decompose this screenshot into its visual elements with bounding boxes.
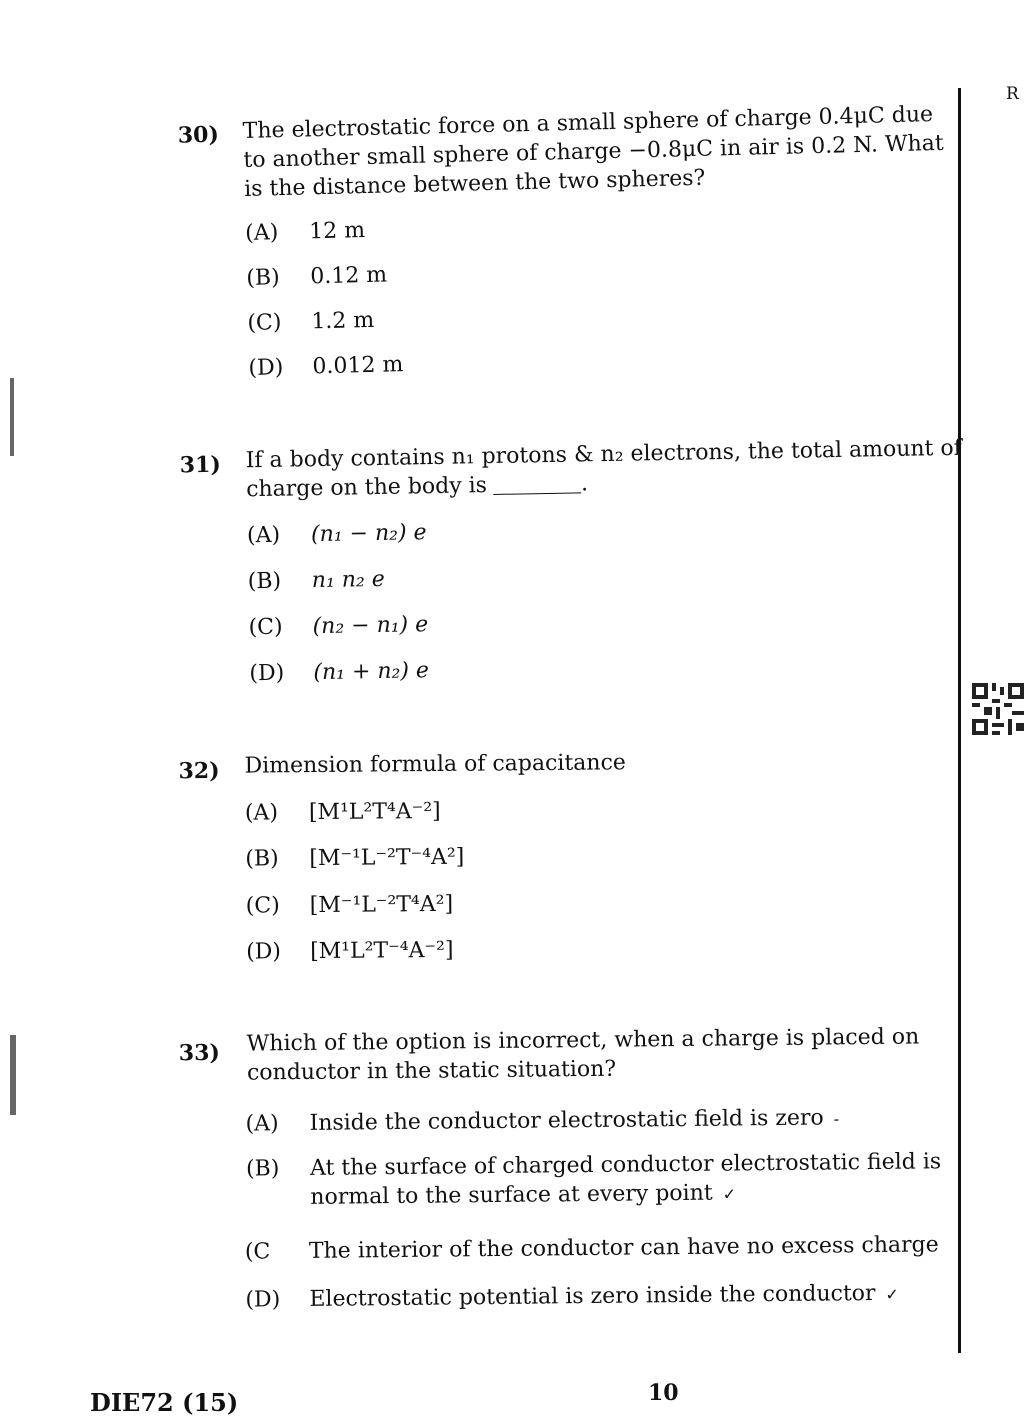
option-d: [245, 1279, 899, 1316]
option-label: (C): [245, 893, 280, 919]
option-a: [245, 1103, 839, 1139]
option-label: (B): [245, 1156, 280, 1182]
option-a: [245, 216, 366, 248]
annotation-mark: -: [833, 1109, 840, 1129]
option-d: [248, 350, 404, 383]
annotation-mark: ✓: [885, 1284, 899, 1304]
option-text: (n₂ − n₁) e: [312, 612, 429, 640]
option-text: [M⁻¹L⁻²T⁻⁴A²]: [309, 844, 465, 872]
option-label: (B): [247, 568, 282, 595]
option-d: [246, 936, 454, 967]
option-a: [247, 518, 427, 550]
stem-text: If a body contains n₁ protons & n₂ electrons, the total amount of charge on the body is: [245, 435, 963, 503]
option-text: At the surface of charged conductor electrostatic field is normal to the surface at every point: [309, 1149, 942, 1210]
option-text: 0.12 m: [310, 262, 388, 290]
annotation-mark: ✓: [722, 1184, 737, 1204]
option-text: (n₁ + n₂) e: [313, 658, 430, 686]
question-stem: [245, 434, 966, 505]
option-text: [M¹L²T⁻⁴A⁻²]: [310, 937, 454, 965]
question-stem: The electrostatic force on a small sphere of charge 0.4μC due to another small sphere of charge −0.8μC in air is 0.2 N. What is the distance between the two spheres?: [242, 102, 944, 202]
answer-blank: [493, 492, 581, 495]
option-d: [249, 656, 429, 688]
option-text: [M⁻¹L⁻²T⁴A²]: [309, 891, 454, 919]
stem-end: .: [580, 471, 589, 497]
option-label: (C: [244, 1239, 271, 1265]
option-c: [246, 890, 454, 921]
option-text: 1.2 m: [311, 307, 375, 335]
option-b: [248, 565, 385, 596]
option-text: The interior of the conductor can have no excess charge: [308, 1232, 939, 1264]
option-b: [246, 261, 388, 293]
question-number: 32): [178, 757, 220, 785]
option-label: (A): [244, 220, 279, 246]
option-label: (A): [244, 800, 279, 826]
option-c: [247, 306, 375, 338]
question-number: 30): [177, 121, 220, 149]
option-text: 12 m: [308, 218, 366, 245]
option-text: n₁ n₂ e: [311, 566, 385, 594]
question-stem: Dimension formula of capacitance: [244, 750, 626, 779]
qr-code-icon: [972, 683, 1024, 735]
option-text: (n₁ − n₂) e: [310, 520, 427, 548]
option-c: [245, 1230, 939, 1266]
option-label: (C): [247, 310, 282, 336]
option-text: Inside the conductor electrostatic field is zero: [309, 1105, 824, 1136]
option-label: (A): [245, 1111, 279, 1137]
scan-mark: [10, 378, 14, 456]
question-30: [0, 0, 1034, 381]
option-label: (D): [248, 355, 284, 381]
scan-mark: [10, 1035, 16, 1115]
page-number: 10: [648, 1380, 679, 1406]
paper-code: DIE72 (15): [90, 1388, 239, 1417]
option-label: (C): [248, 614, 283, 641]
option-text: Electrostatic potential is zero inside the conductor: [309, 1280, 876, 1312]
option-body: [310, 1147, 979, 1213]
question-stem: Which of the option is incorrect, when a charge is placed on conductor in the static situation?: [246, 1024, 920, 1086]
option-label: (D): [245, 1287, 281, 1313]
option-b: [246, 1147, 979, 1214]
option-text: 0.012 m: [312, 352, 404, 380]
option-label: (B): [245, 846, 279, 872]
option-c: [248, 610, 428, 642]
option-label: (B): [246, 265, 280, 291]
corner-mark: R: [1006, 84, 1019, 104]
option-b: [245, 843, 464, 874]
option-text: [M¹L²T⁴A⁻²]: [308, 798, 441, 826]
question-number: 31): [179, 451, 222, 479]
question-number: 33): [178, 1039, 220, 1067]
option-a: [245, 797, 441, 828]
option-label: (D): [249, 660, 285, 687]
option-label: (A): [246, 522, 281, 549]
option-label: (D): [246, 939, 282, 965]
